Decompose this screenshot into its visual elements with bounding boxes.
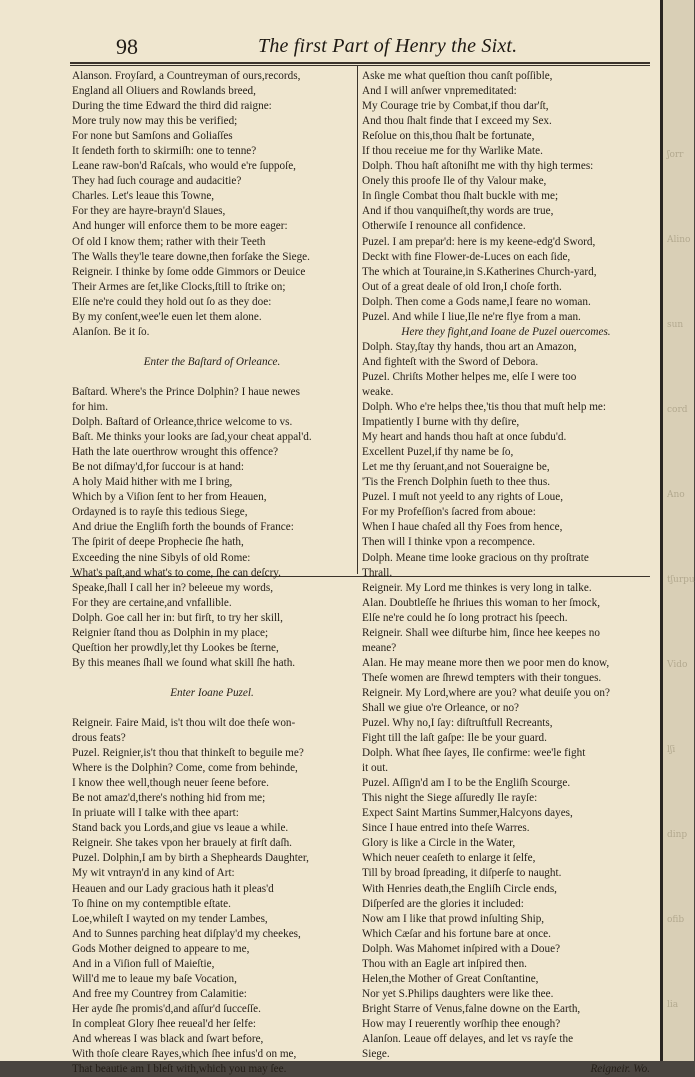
text-line: Let me thy ſeruant,and not Soueraigne be, [362, 461, 550, 474]
left-column [72, 69, 352, 1077]
text-line: Enter the Baſtard of Orleance. [143, 355, 281, 368]
adjacent-page-fragment: Alino [667, 235, 691, 245]
text-line: Then will I thinke vpon a recompence. [362, 536, 536, 549]
text-line: Queſtion her prowdly,let thy Lookes be ſterne, [72, 641, 279, 654]
text-line: Reigneir. Wo. [590, 1063, 650, 1076]
text-line: I know thee well,though neuer ſeene before. [72, 777, 269, 790]
text-line: By my conſent,wee'le euen let them alone. [72, 310, 262, 323]
text-line: Reignier ſtand thou as Dolphin in my place; [72, 626, 269, 639]
text-line: A holy Maid hither with me I bring, [72, 476, 233, 489]
text-line: Baſt. Me thinks your looks are ſad,your cheat appal'd. [72, 431, 312, 444]
text-line: For my Profeſſion's ſacred from aboue: [362, 506, 536, 519]
text-line: This night the Siege aſſuredly Ile rayſe: [362, 792, 538, 805]
text-line: Will'd me to leaue my baſe Vocation, [72, 972, 237, 985]
column-divider [357, 66, 358, 574]
text-line: Dolph. Goe call her in: but firſt, to try her skill, [72, 611, 283, 624]
text-line: In ſingle Combat thou ſhalt buckle with me; [362, 190, 559, 203]
adjacent-page-fragment: sun [667, 320, 684, 330]
text-line: And thou ſhalt finde that I exceed my Sex. [362, 115, 552, 128]
text-line: Puzel. Aſſign'd am I to be the Engliſh Scourge. [362, 777, 571, 790]
text-line: Impatiently I burne with thy deſire, [362, 416, 520, 429]
text-line: And driue the Engliſh forth the bounds of France: [72, 521, 294, 534]
text-line: Dolph. What ſhee ſayes, Ile confirme: wee'le fight [362, 747, 586, 760]
text-line: Dolph. Thou haſt aſtoniſht me with thy high termes: [362, 160, 594, 173]
text-line: Now am I like that prowd inſulting Ship, [362, 912, 545, 925]
text-line: Dolph. Stay,ſtay thy hands, thou art an Amazon, [362, 340, 577, 353]
text-line: Reigneir. My Lord,where are you? what deuiſe you on? [362, 686, 610, 699]
text-line: Of old I know them; rather with their Teeth [72, 235, 266, 248]
text-line: Puzel. Chriſts Mother helpes me, elſe I were too [362, 370, 577, 383]
page-number: 98 [116, 34, 138, 59]
text-line: That beautie am I bleſt with,which you may ſee. [72, 1063, 287, 1076]
text-line: And fighteſt with the Sword of Debora. [362, 355, 539, 368]
adjacent-page-fragment: tʃurpu [667, 575, 695, 585]
text-line: Till by broad ſpreading, it diſperſe to naught. [362, 867, 562, 880]
header-rule [70, 62, 650, 64]
text-line: The Walls they'le teare downe,then forſake the Siege. [72, 250, 310, 263]
adjacent-page-fragment: dinp [667, 830, 688, 840]
text-line: Reigneir. She takes vpon her brauely at firſt daſh. [72, 837, 292, 850]
text-line: And whereas I was black and ſwart before, [72, 1033, 264, 1045]
text-line: Enter Ioane Puzel. [170, 686, 254, 699]
text-line: More truly now may this be verified; [72, 115, 238, 128]
text-line: Alanſon. Leaue off delayes, and let vs rayſe the [362, 1033, 574, 1045]
text-line: Alan. Doubtleſſe he ſhriues this woman to her ſmock, [362, 596, 600, 609]
text-line: Here they fight,and Ioane de Puzel ouercomes. [401, 325, 611, 338]
text-line: Exceeding the nine Sibyls of old Rome: [72, 551, 251, 564]
text-line: Leane raw-bon'd Raſcals, who would e're ſuppoſe, [72, 160, 296, 173]
text-line: The which at Touraine,in S.Katherines Church-yard, [362, 265, 597, 278]
text-line: Where is the Dolphin? Come, come from behinde, [72, 762, 298, 775]
text-line: Expect Saint Martins Summer,Halcyons dayes, [362, 807, 573, 820]
text-line: Nor yet S.Philips daughters were like thee. [362, 987, 554, 1000]
header-rule-inner [70, 65, 650, 66]
text-line: In priuate will I talke with thee apart: [72, 807, 239, 820]
text-line: The ſpirit of deepe Prophecie ſhe hath, [72, 536, 244, 549]
text-line: Alan. He may meane more then we poor men do know, [362, 656, 610, 669]
text-line: My Courage trie by Combat,if thou dar'ſt, [362, 100, 549, 113]
text-line: Stand back you Lords,and giue vs leaue a while. [72, 822, 289, 835]
text-line: Deckt with fine Flower-de-Luces on each ſide, [362, 250, 571, 263]
text-line [72, 671, 352, 686]
text-line: Heauen and our Lady gracious hath it pleas'd [72, 882, 274, 895]
text-line: They had ſuch courage and audacitie? [72, 175, 242, 188]
text-line: Which by a Viſion ſent to her from Heauen, [72, 491, 267, 504]
text-line: Diſperſed are the glories it included: [362, 897, 524, 910]
text-line [72, 370, 352, 385]
text-line: Charles. Let's leaue this Towne, [72, 190, 215, 203]
text-line [72, 340, 352, 355]
text-line: Their Armes are ſet,like Clocks,ſtill to ſtrike on; [72, 280, 286, 293]
text-line: Out of a great deale of old Iron,I choſe forth. [362, 280, 562, 293]
text-line: And free my Countrey from Calamitie: [72, 987, 247, 1000]
text-line: Onely this proofe Ile of thy Valour make, [362, 175, 547, 188]
text-line: Alanſon. Be it ſo. [72, 325, 150, 338]
text-line: How may I reuerently worſhip thee enough? [362, 1017, 561, 1030]
text-line: Puzel. I muſt not yeeld to any rights of Loue, [362, 491, 564, 504]
text-line: It ſendeth forth to skirmiſh: one to tenne? [72, 145, 257, 158]
running-title: The first Part of Henry the Sixt. [258, 35, 518, 57]
text-line: for him. [72, 401, 109, 414]
text-line: By this meanes ſhall we ſound what skill ſhe hath. [72, 656, 296, 669]
adjacent-page-edge [660, 0, 694, 1061]
text-line: And if thou vanquiſheſt,thy words are true, [362, 205, 554, 218]
text-line: Theſe women are ſhrewd tempters with their tongues. [362, 671, 602, 684]
text-line: weake. [362, 385, 394, 398]
text-line: Since I haue entred into theſe Warres. [362, 822, 530, 835]
text-line: Thou with an Eagle art inſpired then. [362, 957, 527, 970]
text-line: England all Oliuers and Rowlands breed, [72, 85, 256, 98]
text-line: 'Tis the French Dolphin ſueth to thee thus. [362, 476, 551, 489]
text-line: Elſe ne're could they hold out ſo as they doe: [72, 295, 272, 308]
text-line: meane? [362, 641, 397, 654]
text-line: Ordayned is to rayſe this tedious Siege, [72, 506, 248, 519]
text-line: Baſtard. Where's the Prince Dolphin? I haue newes [72, 385, 300, 398]
text-line: Reigneir. Shall wee diſturbe him, ſince hee keepes no [362, 626, 600, 639]
text-line: And hunger will enforce them to be more eager: [72, 220, 288, 233]
text-line: And I will anſwer vnpremeditated: [362, 85, 517, 98]
text-line: For they are certaine,and vnfallible. [72, 596, 232, 609]
text-line: And to Sunnes parching heat diſplay'd my cheekes, [72, 927, 301, 940]
text-line: During the time Edward the third did raigne: [72, 100, 272, 113]
adjacent-page-fragment: ofib [667, 915, 685, 925]
text-line: Thrall. [362, 566, 393, 579]
text-line: Hath the late ouerthrow wrought this offence? [72, 446, 279, 459]
text-line: Dolph. Meane time looke gracious on thy proſtrate [362, 551, 589, 564]
text-line: Puzel. Why no,I ſay: diſtruſtfull Recreants, [362, 717, 553, 730]
text-line: Alanson. Froyſard, a Countreyman of ours,records, [72, 70, 301, 82]
adjacent-page-fragment: Ano [667, 490, 685, 500]
text-line: Excellent Puzel,if thy name be ſo, [362, 446, 514, 459]
text-line: When I haue chaſed all thy Foes from hence, [362, 521, 563, 534]
text-line: Be not diſmay'd,for ſuccour is at hand: [72, 461, 244, 474]
text-line: Dolph. Baſtard of Orleance,thrice welcome to vs. [72, 416, 293, 429]
adjacent-page-fragment: ʃorr [667, 150, 684, 160]
text-line: Puzel. And while I liue,Ile ne're flye from a man. [362, 310, 581, 323]
adjacent-page-fragment: Vido [667, 660, 688, 670]
text-line: My heart and hands thou haſt at once ſubdu'd. [362, 431, 567, 444]
right-column [362, 69, 650, 1077]
text-line: For they are hayre-brayn'd Slaues, [72, 205, 226, 218]
text-line: Aske me what queſtion thou canſt poſſible, [362, 70, 553, 82]
text-line: With thoſe cleare Rayes,which ſhee infus'd on me, [72, 1048, 297, 1061]
text-line: With Henries death,the Engliſh Circle ends, [362, 882, 557, 895]
text-line: Fight till the laſt gaſpe: Ile be your guard. [362, 732, 547, 745]
text-line [72, 701, 352, 716]
text-line: Speake,ſhall I call her in? beleeue my words, [72, 581, 273, 594]
text-line: If thou receiue me for thy Warlike Mate. [362, 145, 543, 158]
text-line: My wit vntrayn'd in any kind of Art: [72, 867, 235, 880]
text-line: Reigneir. I thinke by ſome odde Gimmors or Deuice [72, 265, 306, 278]
text-line: it out. [362, 762, 389, 775]
text-line: In compleat Glory ſhee reueal'd her ſelfe: [72, 1017, 257, 1030]
text-line: Which neuer ceaſeth to enlarge it ſelfe, [362, 852, 536, 865]
text-line: For none but Samſons and Goliaſſes [72, 130, 233, 143]
text-line: Puzel. I am prepar'd: here is my keene-edg'd Sword, [362, 235, 596, 248]
text-line: Siege. [362, 1048, 390, 1061]
text-line: Reſolue on this,thou ſhalt be fortunate, [362, 130, 535, 143]
text-line: Otherwiſe I renounce all confidence. [362, 220, 526, 233]
text-line: Gods Mother deigned to appeare to me, [72, 942, 250, 955]
text-line: Reigneir. Faire Maid, is't thou wilt doe theſe won- [72, 717, 296, 730]
footer-rule [70, 576, 650, 577]
text-line: Helen,the Mother of Great Conſtantine, [362, 972, 539, 985]
text-line: Dolph. Was Mahomet inſpired with a Doue? [362, 942, 561, 955]
adjacent-page-fragment: lia [667, 1000, 679, 1010]
adjacent-page-fragment: cord [667, 405, 688, 415]
text-line: Dolph. Then come a Gods name,I feare no woman. [362, 295, 591, 308]
text-line: Elſe ne're could he ſo long protract his ſpeech. [362, 611, 568, 624]
text-line: What's paſt,and what's to come, ſhe can deſcry. [72, 566, 281, 579]
text-line: Loe,whileſt I wayted on my tender Lambes, [72, 912, 268, 925]
text-line: Which Cæſar and his fortune bare at once. [362, 927, 551, 940]
text-line: Puzel. Reignier,is't thou that thinkeſt to beguile me? [72, 747, 304, 760]
text-line: Be not amaz'd,there's nothing hid from me; [72, 792, 266, 805]
text-line: Her ayde ſhe promis'd,and aſſur'd ſucceſſe. [72, 1002, 261, 1015]
text-line: Shall we giue o're Orleance, or no? [362, 701, 520, 714]
text-line: To ſhine on my contemptible eſtate. [72, 897, 231, 910]
text-line: drous feats? [72, 732, 126, 745]
adjacent-page-fragment: lʃi [667, 745, 676, 755]
text-line: Bright Starre of Venus,falne downe on the Earth, [362, 1002, 581, 1015]
text-line: And in a Viſion full of Maieſtie, [72, 957, 215, 970]
text-line: Dolph. Who e're helps thee,'tis thou that muſt help me: [362, 401, 606, 414]
text-line: Glory is like a Circle in the Water, [362, 837, 516, 850]
text-line: Reigneir. My Lord me thinkes is very long in talke. [362, 581, 592, 594]
text-line: Puzel. Dolphin,I am by birth a Shepheards Daughter, [72, 852, 309, 865]
